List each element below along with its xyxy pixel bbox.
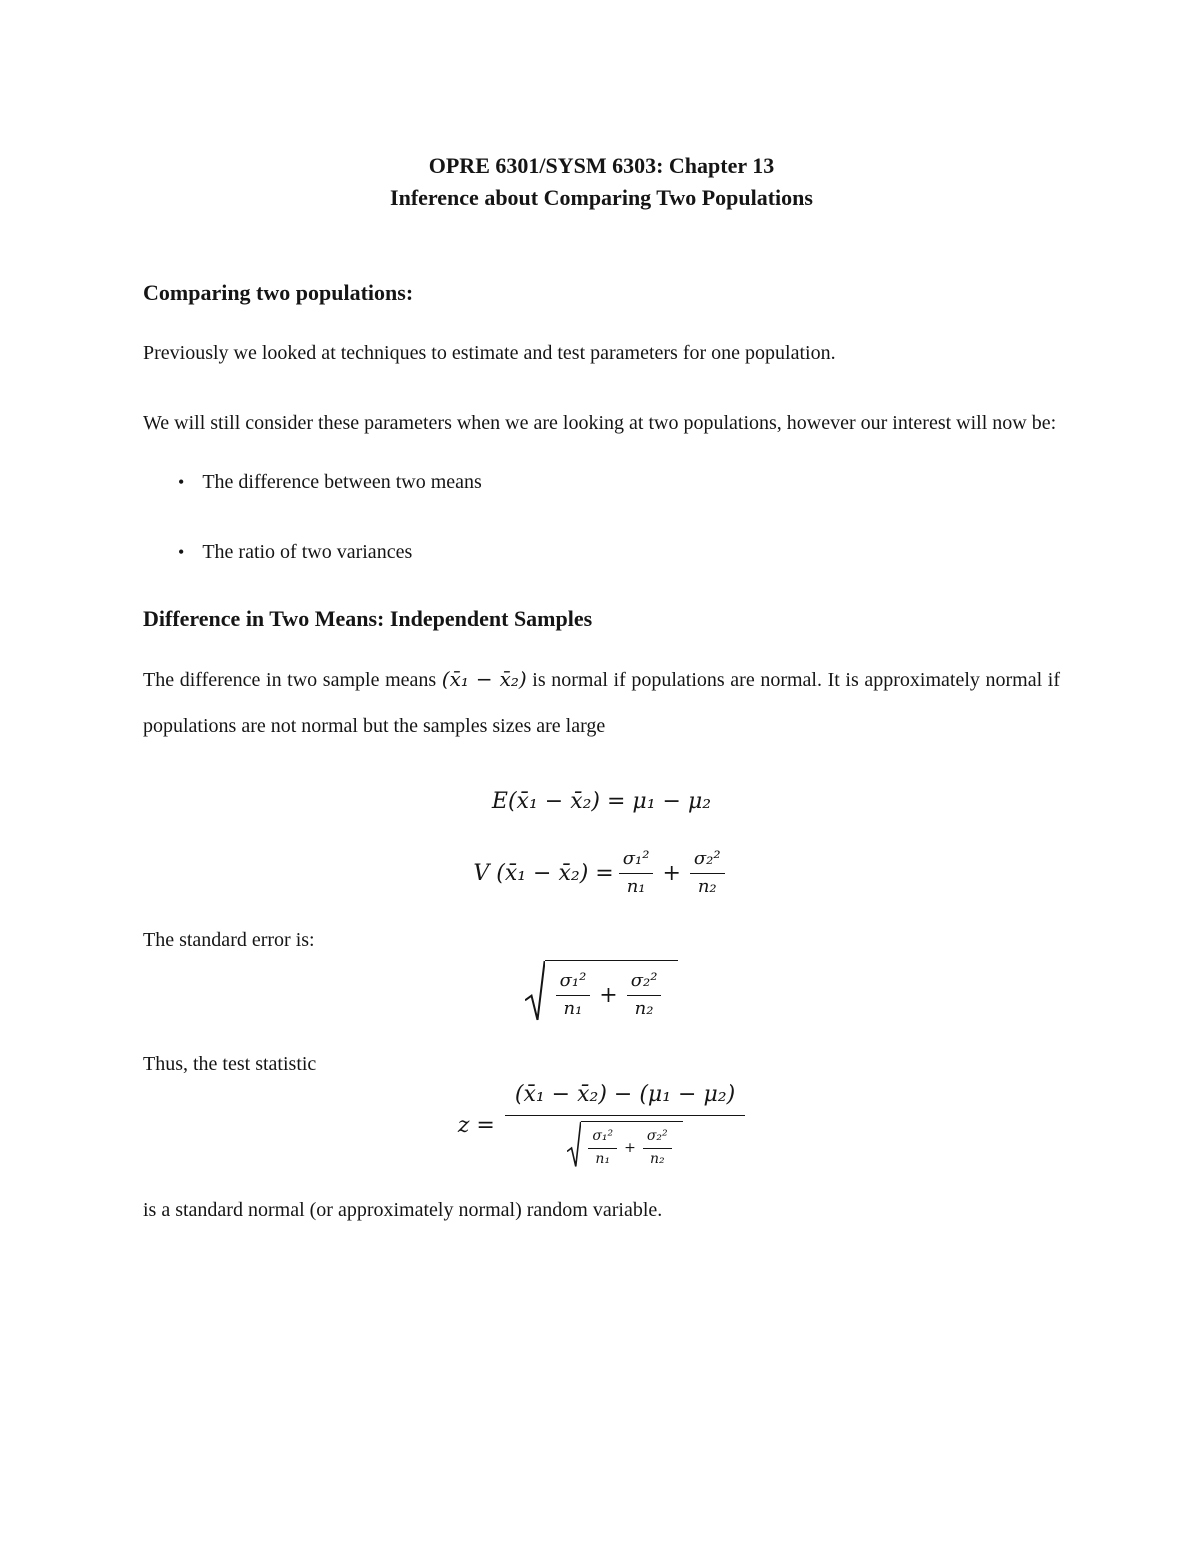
paragraph-text: The difference in two sample means <box>143 669 442 691</box>
list-item-difference-means <box>178 468 1060 496</box>
paragraph-text: is normal if populations are normal. It is approximately normal if populations are not normal but the samples sizes are large <box>143 669 1061 737</box>
sqrt-radical-icon <box>567 1121 581 1168</box>
paragraph-sample-means <box>143 656 1060 749</box>
test-stat-label: Thus, the test statistic <box>143 1053 317 1075</box>
plus-sign: + <box>599 982 618 1008</box>
plus-sign: + <box>624 1140 636 1156</box>
sqrt-radicand <box>581 1121 682 1168</box>
fraction-sigma2-n2 <box>643 1128 672 1168</box>
formula-variance <box>143 848 1060 898</box>
formula-expectation-text: E(x̄₁ − x̄₂) = μ₁ − μ₂ <box>491 789 712 814</box>
fraction-denominator: n₁ <box>595 1150 611 1167</box>
square-root <box>525 960 679 1022</box>
z-fraction <box>505 1082 745 1168</box>
std-error-label: The standard error is: <box>143 929 315 951</box>
formula-variance-lhs: V (x̄₁ − x̄₂) = <box>473 860 614 886</box>
list-item-label: The difference between two means <box>202 471 482 493</box>
section-heading-comparing: Comparing two populations: <box>143 280 414 305</box>
list-item-ratio-variances <box>178 538 1060 566</box>
fraction-numerator: σ₂² <box>690 848 725 874</box>
bullet-list <box>143 468 1060 566</box>
sqrt-radical-icon <box>525 960 545 1022</box>
fraction-denominator: n₂ <box>634 997 654 1019</box>
inline-math-xbar-diff: (x̄₁ − x̄₂) <box>441 667 527 691</box>
fraction-sigma2-n2 <box>627 970 662 1020</box>
bullet-icon: • <box>178 542 185 562</box>
z-numerator: (x̄₁ − x̄₂) − (μ₁ − μ₂) <box>505 1082 745 1116</box>
fraction-sigma1-n1 <box>588 1128 617 1168</box>
title-line-2: Inference about Comparing Two Populations <box>390 185 813 210</box>
bullet-icon: • <box>178 472 185 492</box>
fraction-denominator: n₂ <box>697 875 717 897</box>
section-heading-difference-means: Difference in Two Means: Independent Samples <box>143 606 593 631</box>
fraction-numerator: σ₁² <box>556 970 591 996</box>
sqrt-radicand <box>545 960 679 1022</box>
fraction-numerator: σ₁² <box>619 848 654 874</box>
formula-expectation <box>143 789 1060 814</box>
title-line-1: OPRE 6301/SYSM 6303: Chapter 13 <box>428 153 775 178</box>
document-title <box>143 150 1060 214</box>
closing-line: is a standard normal (or approximately normal) random variable. <box>143 1199 663 1221</box>
fraction-numerator: σ₁² <box>588 1128 617 1149</box>
paragraph-two-populations: We will still consider these parameters when we are looking at two populations, however our interest will now be: <box>143 412 1057 434</box>
paragraph-one-population: Previously we looked at techniques to estimate and test parameters for one population. <box>143 342 836 364</box>
fraction-numerator: σ₂² <box>627 970 662 996</box>
formula-z-lhs: z = <box>457 1112 495 1138</box>
fraction-sigma1-n1 <box>556 970 591 1020</box>
plus-sign: + <box>662 860 681 886</box>
fraction-numerator: σ₂² <box>643 1128 672 1149</box>
list-item-label: The ratio of two variances <box>202 541 413 563</box>
fraction-sigma2-n2 <box>690 848 725 898</box>
formula-z-statistic <box>143 1082 1060 1168</box>
square-root <box>567 1121 682 1168</box>
z-denominator <box>567 1116 682 1168</box>
formula-standard-error <box>143 960 1060 1022</box>
fraction-denominator: n₁ <box>563 997 583 1019</box>
fraction-denominator: n₁ <box>626 875 646 897</box>
fraction-sigma1-n1 <box>619 848 654 898</box>
fraction-denominator: n₂ <box>649 1150 665 1167</box>
